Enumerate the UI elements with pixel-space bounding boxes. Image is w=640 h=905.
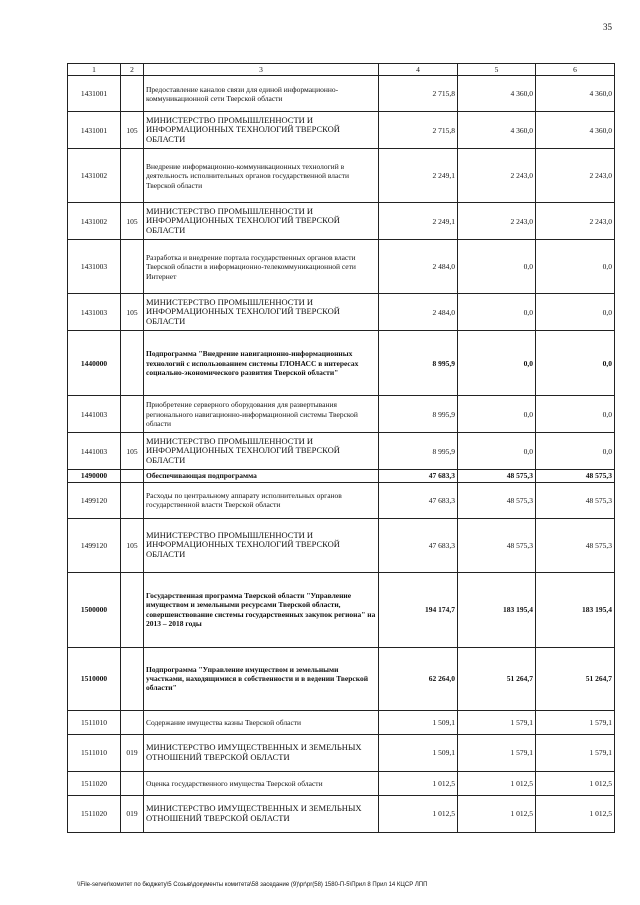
- row-name-cell: МИНИСТЕРСТВО ИМУЩЕСТВЕННЫХ И ЗЕМЕЛЬНЫХ ОТНОШЕНИЙ ТВЕРСКОЙ ОБЛАСТИ: [144, 734, 379, 771]
- table-row: [68, 795, 615, 832]
- row-dept-cell: [121, 470, 144, 482]
- row-dept-cell: 105: [121, 518, 144, 572]
- row-name-cell: Предоставление каналов связи для единой информационно-коммуникационной сети Тверской области: [144, 76, 379, 112]
- row-code-cell: 1440000: [68, 331, 121, 396]
- row-name-cell: Государственная программа Тверской области "Управление имуществом и земельными ресурсами Тверской области, совершенствование системы государственных закупок региона" на 2013 – 2018 годы: [144, 572, 379, 647]
- row-name-cell: Подпрограмма "Управление имуществом и земельными участками, находящимися в собственности и в ведении Тверской области": [144, 647, 379, 710]
- table-row: [68, 647, 615, 710]
- table-row: [68, 518, 615, 572]
- row-value-4-cell: 2 715,8: [379, 112, 458, 149]
- row-dept-cell: [121, 396, 144, 433]
- row-name-cell: Внедрение информационно-коммуникационных технологий в деятельность исполнительных органов государственной власти Тверской области: [144, 149, 379, 203]
- table-row: [68, 240, 615, 294]
- row-dept-cell: 105: [121, 203, 144, 240]
- row-value-5-cell: 2 243,0: [458, 149, 536, 203]
- row-code-cell: 1511020: [68, 771, 121, 795]
- row-value-6-cell: 4 360,0: [536, 112, 615, 149]
- row-value-5-cell: 0,0: [458, 331, 536, 396]
- row-code-cell: 1499120: [68, 518, 121, 572]
- table-row: [68, 710, 615, 734]
- row-value-5-cell: 48 575,3: [458, 518, 536, 572]
- row-value-4-cell: 8 995,9: [379, 396, 458, 433]
- row-name-cell: Оценка государственного имущества Тверской области: [144, 771, 379, 795]
- row-value-5-cell: 0,0: [458, 240, 536, 294]
- row-code-cell: 1431003: [68, 240, 121, 294]
- row-dept-cell: [121, 331, 144, 396]
- table-row: [68, 396, 615, 433]
- table-row: [68, 572, 615, 647]
- row-value-5-cell: 48 575,3: [458, 470, 536, 482]
- row-name-cell: МИНИСТЕРСТВО ПРОМЫШЛЕННОСТИ И ИНФОРМАЦИОННЫХ ТЕХНОЛОГИЙ ТВЕРСКОЙ ОБЛАСТИ: [144, 433, 379, 470]
- row-value-4-cell: 8 995,9: [379, 331, 458, 396]
- row-name-cell: МИНИСТЕРСТВО ПРОМЫШЛЕННОСТИ И ИНФОРМАЦИОННЫХ ТЕХНОЛОГИЙ ТВЕРСКОЙ ОБЛАСТИ: [144, 518, 379, 572]
- header-cell-5: 5: [458, 64, 536, 76]
- table-row: [68, 433, 615, 470]
- row-value-6-cell: 48 575,3: [536, 518, 615, 572]
- row-value-5-cell: 183 195,4: [458, 572, 536, 647]
- row-dept-cell: 019: [121, 795, 144, 832]
- row-value-4-cell: 2 484,0: [379, 294, 458, 331]
- row-value-6-cell: 48 575,3: [536, 470, 615, 482]
- row-code-cell: 1490000: [68, 470, 121, 482]
- row-code-cell: 1510000: [68, 647, 121, 710]
- row-name-cell: Расходы по центральному аппарату исполнительных органов государственной власти Тверской области: [144, 482, 379, 518]
- row-value-6-cell: 2 243,0: [536, 149, 615, 203]
- row-value-4-cell: 1 509,1: [379, 710, 458, 734]
- row-code-cell: 1511020: [68, 795, 121, 832]
- table-row: [68, 294, 615, 331]
- row-value-5-cell: 1 579,1: [458, 710, 536, 734]
- row-code-cell: 1431001: [68, 112, 121, 149]
- row-value-6-cell: 1 012,5: [536, 771, 615, 795]
- row-value-6-cell: 51 264,7: [536, 647, 615, 710]
- row-value-5-cell: 48 575,3: [458, 482, 536, 518]
- row-code-cell: 1511010: [68, 734, 121, 771]
- row-value-5-cell: 0,0: [458, 433, 536, 470]
- row-dept-cell: [121, 647, 144, 710]
- row-value-4-cell: 2 715,8: [379, 76, 458, 112]
- row-value-6-cell: 2 243,0: [536, 203, 615, 240]
- row-name-cell: Подпрограмма "Внедрение навигационно-информационных технологий с использованием системы ГЛОНАСС в интересах социально-экономического развития Тверской области": [144, 331, 379, 396]
- row-code-cell: 1431002: [68, 149, 121, 203]
- row-value-4-cell: 2 249,1: [379, 203, 458, 240]
- table-row: [68, 331, 615, 396]
- row-dept-cell: [121, 482, 144, 518]
- row-value-4-cell: 47 683,3: [379, 482, 458, 518]
- row-code-cell: 1500000: [68, 572, 121, 647]
- row-dept-cell: [121, 572, 144, 647]
- budget-table: [67, 63, 615, 833]
- row-value-6-cell: 1 579,1: [536, 734, 615, 771]
- row-name-cell: Приобретение серверного оборудования для развертывания регионального навигационно-информационной системы Тверской области: [144, 396, 379, 433]
- table-row: [68, 734, 615, 771]
- row-value-5-cell: 1 579,1: [458, 734, 536, 771]
- row-name-cell: МИНИСТЕРСТВО ИМУЩЕСТВЕННЫХ И ЗЕМЕЛЬНЫХ ОТНОШЕНИЙ ТВЕРСКОЙ ОБЛАСТИ: [144, 795, 379, 832]
- table-row: [68, 771, 615, 795]
- table-row: [68, 76, 615, 112]
- row-value-5-cell: 51 264,7: [458, 647, 536, 710]
- row-dept-cell: [121, 76, 144, 112]
- row-value-5-cell: 0,0: [458, 294, 536, 331]
- table-row: [68, 482, 615, 518]
- row-value-4-cell: 2 249,1: [379, 149, 458, 203]
- row-value-6-cell: 0,0: [536, 240, 615, 294]
- page-number: 35: [603, 22, 612, 32]
- row-name-cell: МИНИСТЕРСТВО ПРОМЫШЛЕННОСТИ И ИНФОРМАЦИОННЫХ ТЕХНОЛОГИЙ ТВЕРСКОЙ ОБЛАСТИ: [144, 112, 379, 149]
- row-name-cell: МИНИСТЕРСТВО ПРОМЫШЛЕННОСТИ И ИНФОРМАЦИОННЫХ ТЕХНОЛОГИЙ ТВЕРСКОЙ ОБЛАСТИ: [144, 294, 379, 331]
- row-code-cell: 1431002: [68, 203, 121, 240]
- row-value-5-cell: 4 360,0: [458, 112, 536, 149]
- row-dept-cell: 105: [121, 294, 144, 331]
- header-row: [68, 64, 615, 76]
- table-row: [68, 470, 615, 482]
- header-cell-4: 4: [379, 64, 458, 76]
- row-value-4-cell: 1 509,1: [379, 734, 458, 771]
- row-dept-cell: [121, 710, 144, 734]
- row-dept-cell: [121, 149, 144, 203]
- row-dept-cell: [121, 771, 144, 795]
- row-value-4-cell: 62 264,0: [379, 647, 458, 710]
- row-dept-cell: [121, 240, 144, 294]
- row-value-6-cell: 4 360,0: [536, 76, 615, 112]
- header-cell-6: 6: [536, 64, 615, 76]
- row-dept-cell: 105: [121, 433, 144, 470]
- row-name-cell: Разработка и внедрение портала государственных органов власти Тверской области в информационно-телекоммуникационной сети Интернет: [144, 240, 379, 294]
- row-name-cell: Обеспечивающая подпрограмма: [144, 470, 379, 482]
- row-value-5-cell: 0,0: [458, 396, 536, 433]
- row-value-6-cell: 183 195,4: [536, 572, 615, 647]
- row-value-4-cell: 47 683,3: [379, 470, 458, 482]
- row-value-5-cell: 4 360,0: [458, 76, 536, 112]
- row-dept-cell: 019: [121, 734, 144, 771]
- row-value-6-cell: 1 012,5: [536, 795, 615, 832]
- row-code-cell: 1499120: [68, 482, 121, 518]
- header-cell-2: 2: [121, 64, 144, 76]
- row-value-5-cell: 2 243,0: [458, 203, 536, 240]
- row-name-cell: МИНИСТЕРСТВО ПРОМЫШЛЕННОСТИ И ИНФОРМАЦИОННЫХ ТЕХНОЛОГИЙ ТВЕРСКОЙ ОБЛАСТИ: [144, 203, 379, 240]
- table-row: [68, 149, 615, 203]
- row-value-4-cell: 194 174,7: [379, 572, 458, 647]
- row-value-5-cell: 1 012,5: [458, 771, 536, 795]
- row-value-5-cell: 1 012,5: [458, 795, 536, 832]
- row-value-6-cell: 0,0: [536, 396, 615, 433]
- row-value-6-cell: 48 575,3: [536, 482, 615, 518]
- row-value-6-cell: 0,0: [536, 433, 615, 470]
- row-value-4-cell: 1 012,5: [379, 771, 458, 795]
- row-value-4-cell: 2 484,0: [379, 240, 458, 294]
- row-value-4-cell: 47 683,3: [379, 518, 458, 572]
- row-value-6-cell: 1 579,1: [536, 710, 615, 734]
- row-code-cell: 1431001: [68, 76, 121, 112]
- row-code-cell: 1441003: [68, 433, 121, 470]
- table-row: [68, 112, 615, 149]
- row-value-6-cell: 0,0: [536, 331, 615, 396]
- file-path-footer: \\File-server\комитет по бюджету\5 Созыв\документы комитета\58 заседание (9)\pr\pr(58) 1580-П-5\Прил 8 Прил 14 КЦСР ЛПП: [77, 882, 428, 888]
- row-value-6-cell: 0,0: [536, 294, 615, 331]
- header-cell-1: 1: [68, 64, 121, 76]
- row-dept-cell: 105: [121, 112, 144, 149]
- row-value-4-cell: 1 012,5: [379, 795, 458, 832]
- row-code-cell: 1511010: [68, 710, 121, 734]
- header-cell-3: 3: [144, 64, 379, 76]
- row-value-4-cell: 8 995,9: [379, 433, 458, 470]
- row-code-cell: 1431003: [68, 294, 121, 331]
- row-code-cell: 1441003: [68, 396, 121, 433]
- table-row: [68, 203, 615, 240]
- row-name-cell: Содержание имущества казны Тверской области: [144, 710, 379, 734]
